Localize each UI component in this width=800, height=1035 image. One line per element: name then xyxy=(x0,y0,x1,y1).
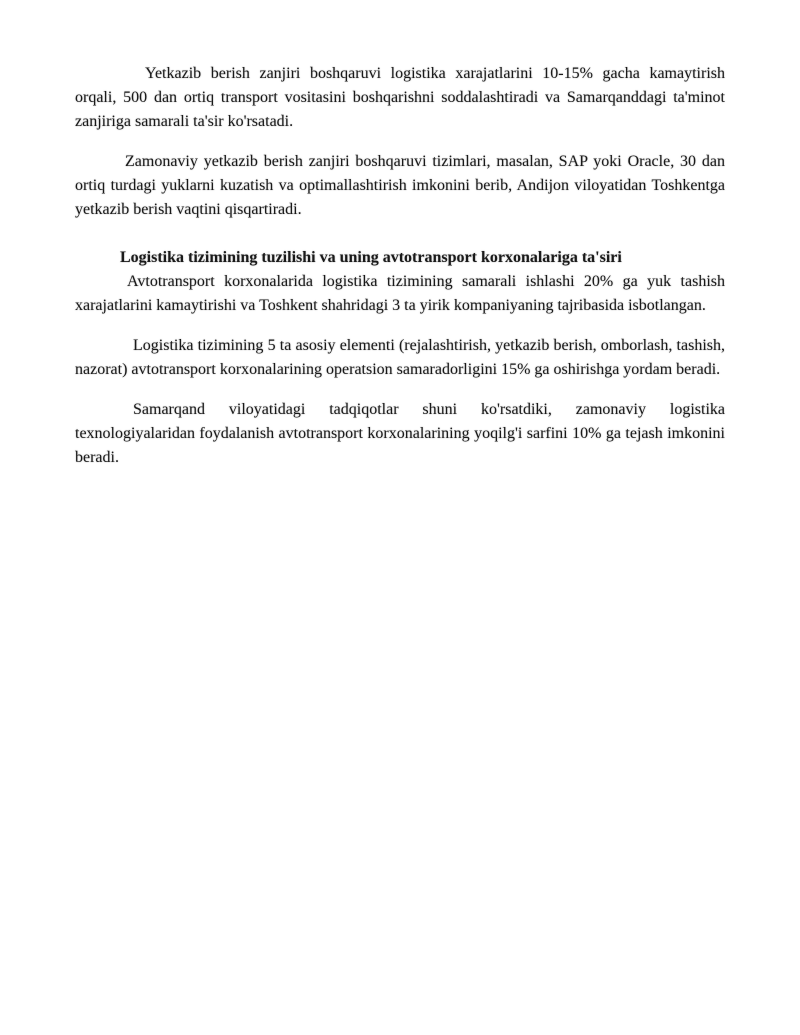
paragraph-logistics-efficiency: Avtotransport korxonalarida logistika tizimining samarali ishlashi 20% ga yuk tashish xarajatlarini kamaytirishi va Toshkent shahridagi 3 ta yirik kompaniyaning tajribasida isbotlangan. xyxy=(75,273,725,314)
paragraph-modern-systems: Zamonaviy yetkazib berish zanjiri boshqaruvi tizimlari, masalan, SAP yoki Oracle, 30 dan ortiq turdagi yuklarni kuzatish va optimallashtirish imkonini berib, Andijon viloyatidan Toshkentga yetkazib berish vaqtini qisqartiradi. xyxy=(75,153,725,218)
section-heading: Logistika tizimining tuzilishi va uning avtotransport korxonalariga ta'siri xyxy=(120,249,622,266)
document-page xyxy=(75,62,725,470)
paragraph-samarkand-research: Samarqand viloyatidagi tadqiqotlar shuni ko'rsatdiki, zamonaviy logistika texnologiyalaridan foydalanish avtotransport korxonalarining yoqilg'i sarfini 10% ga tejash imkonini beradi. xyxy=(75,401,725,466)
paragraph-supply-chain-costs: Yetkazib berish zanjiri boshqaruvi logistika xarajatlarini 10-15% gacha kamaytirish orqali, 500 dan ortiq transport vositasini boshqarishni soddalashtiradi va Samarqanddagi ta'minot zanjiriga samarali ta'sir ko'rsatadi. xyxy=(75,65,725,130)
paragraph-logistics-elements: Logistika tizimining 5 ta asosiy elementi (rejalashtirish, yetkazib berish, omborlash, tashish, nazorat) avtotransport korxonalarining operatsion samaradorligini 15% ga oshirishga yordam beradi. xyxy=(75,337,725,378)
